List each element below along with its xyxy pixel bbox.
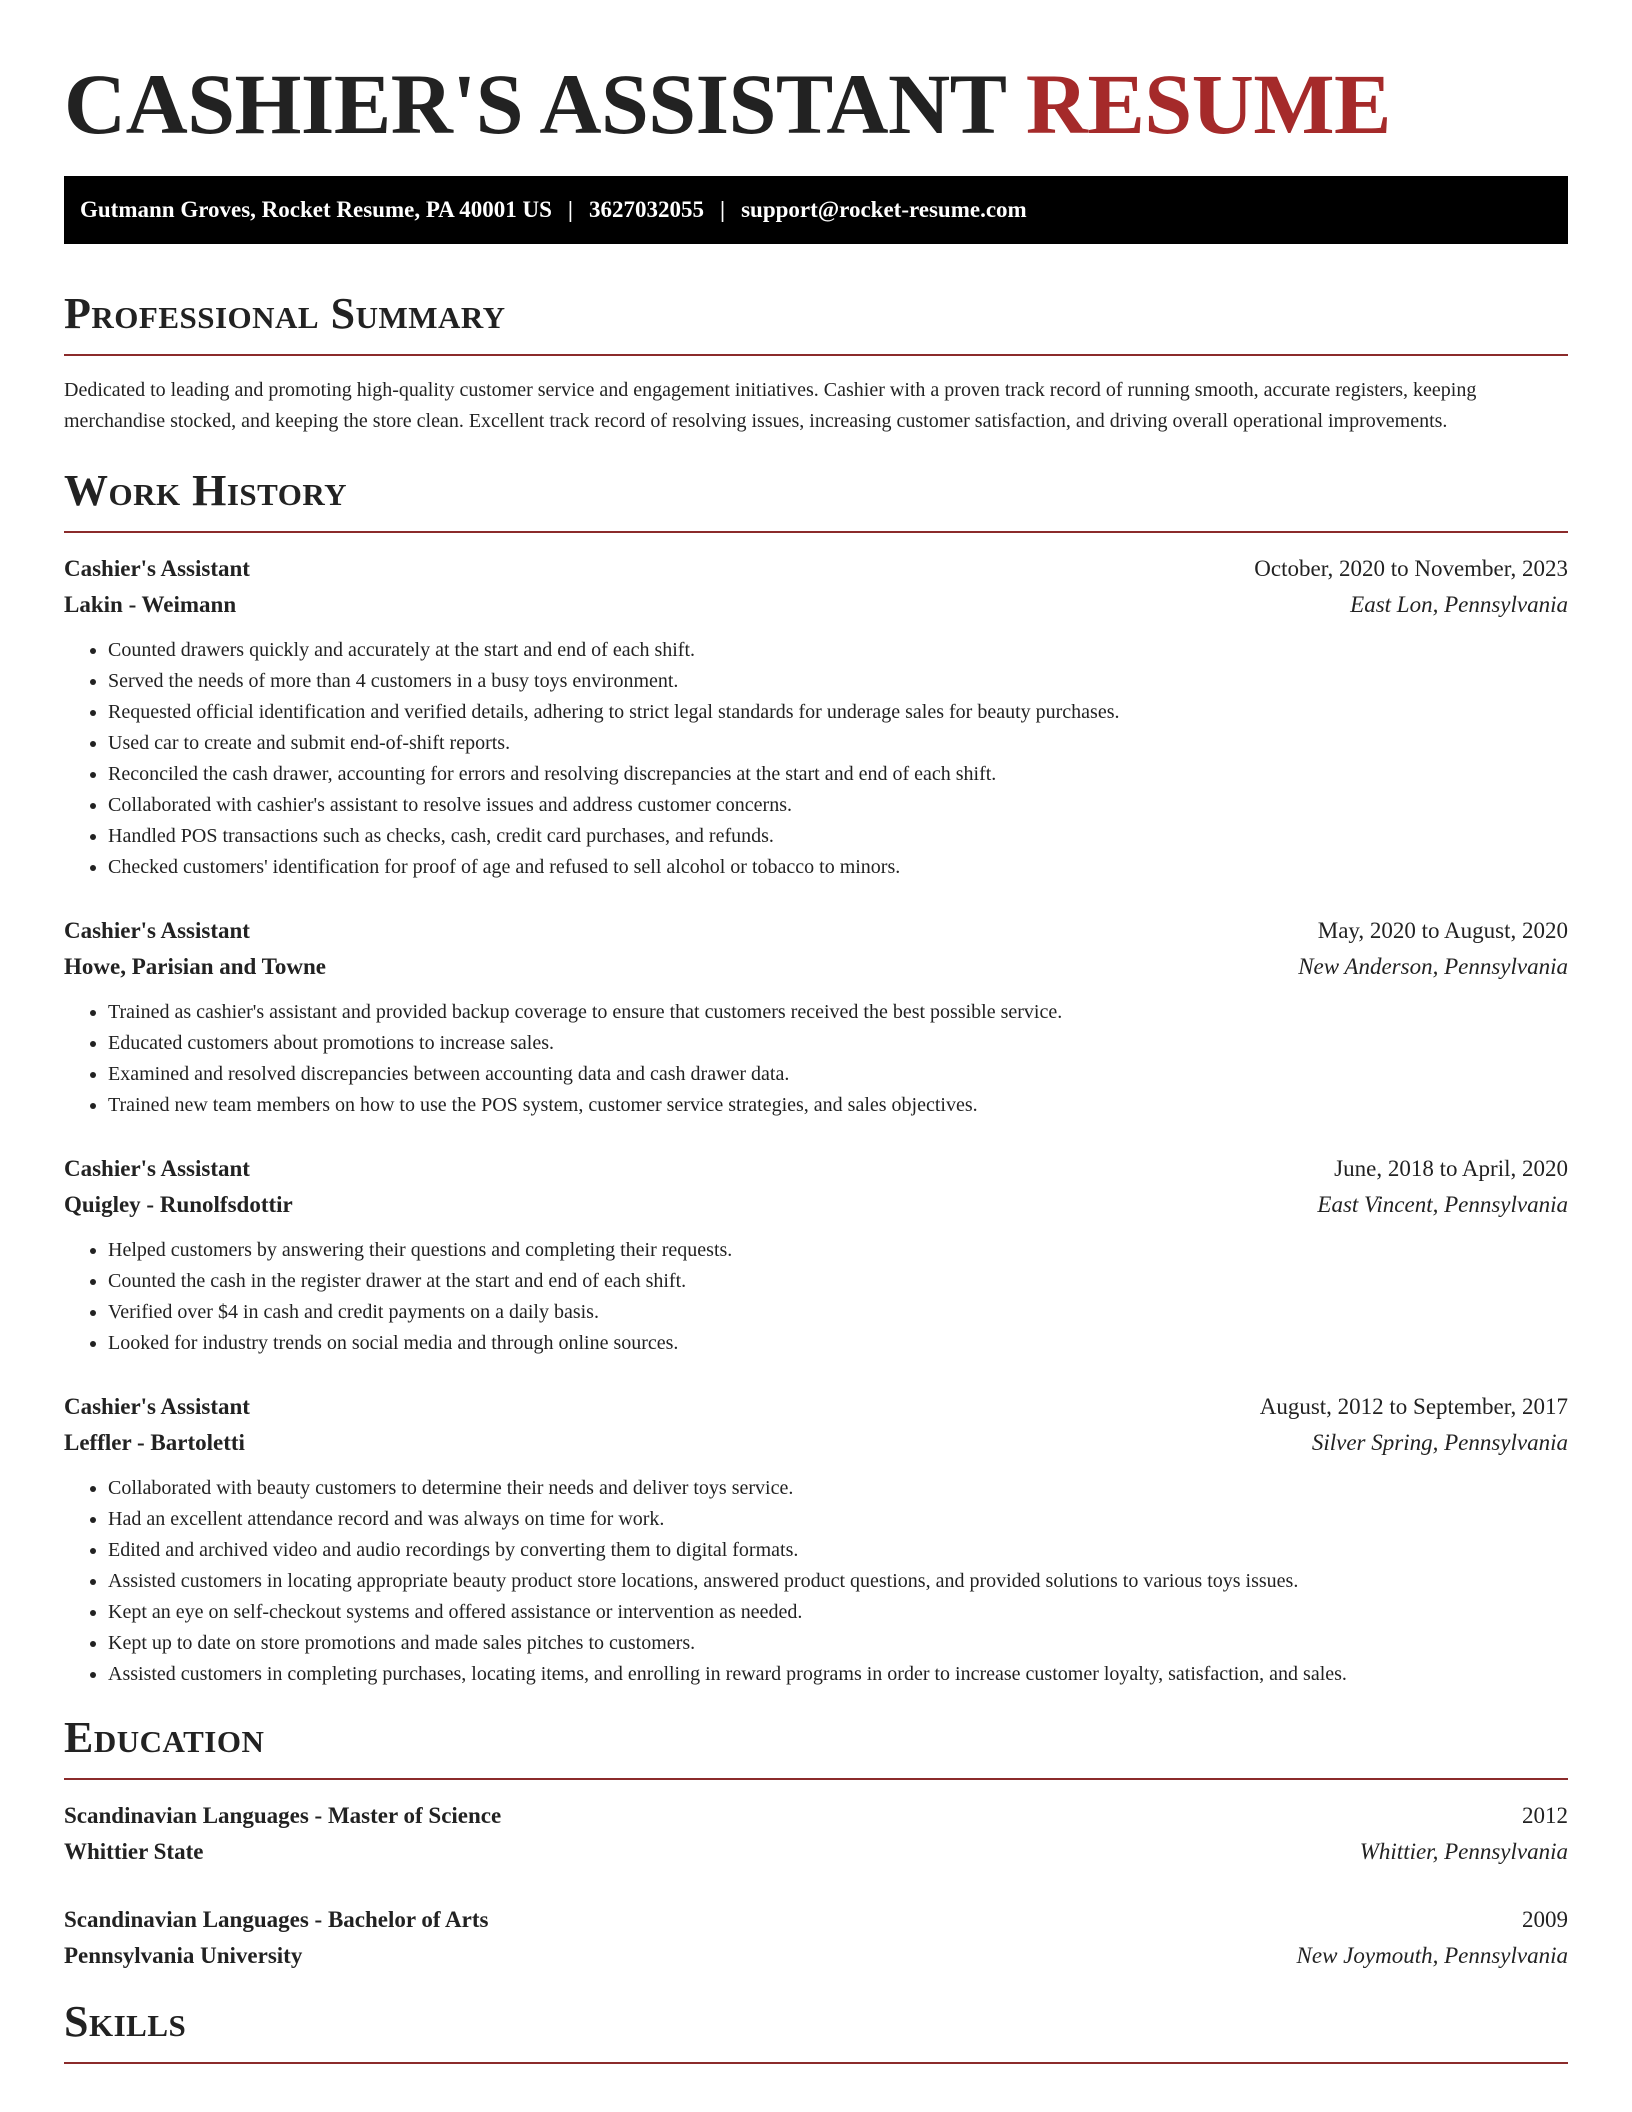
job-bullet: • Trained new team members on how to use the POS system, customer service strategies, and sales objectives. <box>108 1090 1568 1121</box>
job-bullet: • Counted drawers quickly and accurately at the start and end of each shift. <box>108 635 1568 666</box>
resume-title <box>64 0 1568 152</box>
education-degree-row <box>64 1902 1568 1938</box>
section-heading-work-history: Work History <box>64 465 1568 533</box>
title-accent: RESUME <box>1025 56 1391 152</box>
job-dates: June, 2018 to April, 2020 <box>1334 1156 1568 1181</box>
job-company-row <box>64 949 1568 985</box>
job-bullet: • Counted the cash in the register drawer at the start and end of each shift. <box>108 1266 1568 1297</box>
job-bullet: • Trained as cashier's assistant and provided backup coverage to ensure that customers received the best possible service. <box>108 997 1568 1028</box>
education-year: 2012 <box>1522 1803 1568 1828</box>
job-company-row <box>64 587 1568 623</box>
summary-text: Dedicated to leading and promoting high-quality customer service and engagement initiatives. Cashier with a proven track record of running smooth, accurate registers, keeping merchandise stocked, and keeping the store clean. Excellent track record of resolving issues, increasing customer satisfaction, and driving overall operational improvements. <box>64 379 1477 432</box>
job-bullet: • Examined and resolved discrepancies between accounting data and cash drawer data. <box>108 1059 1568 1090</box>
section-heading-skills: Skills <box>64 1996 1568 2064</box>
job-bullet: • Helped customers by answering their questions and completing their requests. <box>108 1235 1568 1266</box>
contact-email: support@rocket-resume.com <box>741 197 1027 222</box>
job-bullet: • Collaborated with cashier's assistant to resolve issues and address customer concerns. <box>108 790 1568 821</box>
job-entry <box>64 1389 1568 1690</box>
job-location: Silver Spring, Pennsylvania <box>1311 1430 1568 1455</box>
summary-section <box>64 288 1568 437</box>
work-history-section <box>64 465 1568 1690</box>
education-school: Pennsylvania University <box>64 1943 303 1968</box>
title-main: CASHIER'S ASSISTANT <box>64 56 1005 152</box>
education-entry <box>64 1798 1568 1870</box>
job-company: Leffler - Bartoletti <box>64 1430 245 1455</box>
job-bullets <box>64 1235 1568 1359</box>
education-section <box>64 1712 1568 1974</box>
education-degree: Scandinavian Languages - Bachelor of Arts <box>64 1907 489 1932</box>
job-title: Cashier's Assistant <box>64 556 250 581</box>
job-bullet: • Looked for industry trends on social media and through online sources. <box>108 1328 1568 1359</box>
job-dates: May, 2020 to August, 2020 <box>1317 918 1568 943</box>
job-company-row <box>64 1187 1568 1223</box>
job-bullet: • Assisted customers in locating appropriate beauty product store locations, answered product questions, and provided solutions to various toys issues. <box>108 1566 1568 1597</box>
job-bullet: • Requested official identification and verified details, adhering to strict legal standards for underage sales for beauty purchases. <box>108 697 1568 728</box>
section-heading-education: Education <box>64 1712 1568 1780</box>
education-school-row <box>64 1834 1568 1870</box>
job-company: Lakin - Weimann <box>64 592 237 617</box>
education-degree: Scandinavian Languages - Master of Science <box>64 1803 502 1828</box>
job-header-row <box>64 1389 1568 1425</box>
education-year: 2009 <box>1522 1907 1568 1932</box>
job-bullet: • Reconciled the cash drawer, accounting for errors and resolving discrepancies at the start and end of each shift. <box>108 759 1568 790</box>
job-bullet: • Collaborated with beauty customers to determine their needs and deliver toys service. <box>108 1473 1568 1504</box>
education-school: Whittier State <box>64 1839 204 1864</box>
job-bullets <box>64 1473 1568 1690</box>
job-header-row <box>64 551 1568 587</box>
job-entry <box>64 551 1568 883</box>
job-bullet: • Verified over $4 in cash and credit payments on a daily basis. <box>108 1297 1568 1328</box>
job-title: Cashier's Assistant <box>64 1394 250 1419</box>
job-bullet: • Checked customers' identification for proof of age and refused to sell alcohol or tobacco to minors. <box>108 852 1568 883</box>
job-bullet: • Handled POS transactions such as checks, cash, credit card purchases, and refunds. <box>108 821 1568 852</box>
job-location: East Lon, Pennsylvania <box>1350 592 1568 617</box>
job-location: East Vincent, Pennsylvania <box>1317 1192 1568 1217</box>
job-bullet: • Had an excellent attendance record and was always on time for work. <box>108 1504 1568 1535</box>
education-location: New Joymouth, Pennsylvania <box>1296 1943 1568 1968</box>
job-company: Howe, Parisian and Towne <box>64 954 326 979</box>
section-heading-summary: Professional Summary <box>64 288 1568 356</box>
job-bullet: • Edited and archived video and audio recordings by converting them to digital formats. <box>108 1535 1568 1566</box>
education-school-row <box>64 1938 1568 1974</box>
contact-bar <box>64 176 1568 244</box>
education-location: Whittier, Pennsylvania <box>1359 1839 1568 1864</box>
job-bullet: • Kept an eye on self-checkout systems and offered assistance or intervention as needed. <box>108 1597 1568 1628</box>
job-header-row <box>64 913 1568 949</box>
contact-address: Gutmann Groves, Rocket Resume, PA 40001 US <box>80 197 552 222</box>
job-bullets <box>64 635 1568 883</box>
job-title: Cashier's Assistant <box>64 1156 250 1181</box>
job-bullet: • Used car to create and submit end-of-shift reports. <box>108 728 1568 759</box>
job-title: Cashier's Assistant <box>64 918 250 943</box>
job-bullet: • Assisted customers in completing purchases, locating items, and enrolling in reward programs in order to increase customer loyalty, satisfaction, and sales. <box>108 1659 1568 1690</box>
job-entry <box>64 1151 1568 1359</box>
job-dates: August, 2012 to September, 2017 <box>1259 1394 1568 1419</box>
job-entry <box>64 913 1568 1121</box>
job-bullets <box>64 997 1568 1121</box>
job-bullet: • Kept up to date on store promotions and made sales pitches to customers. <box>108 1628 1568 1659</box>
skills-section <box>64 1996 1568 2064</box>
job-bullet: • Educated customers about promotions to increase sales. <box>108 1028 1568 1059</box>
job-dates: October, 2020 to November, 2023 <box>1254 556 1568 581</box>
contact-separator: | <box>720 197 726 222</box>
contact-phone: 3627032055 <box>589 197 704 222</box>
job-bullet: • Served the needs of more than 4 customers in a busy toys environment. <box>108 666 1568 697</box>
job-location: New Anderson, Pennsylvania <box>1298 954 1568 979</box>
contact-separator: | <box>567 197 573 222</box>
education-entry <box>64 1902 1568 1974</box>
education-degree-row <box>64 1798 1568 1834</box>
job-header-row <box>64 1151 1568 1187</box>
job-company-row <box>64 1425 1568 1461</box>
job-company: Quigley - Runolfsdottir <box>64 1192 293 1217</box>
